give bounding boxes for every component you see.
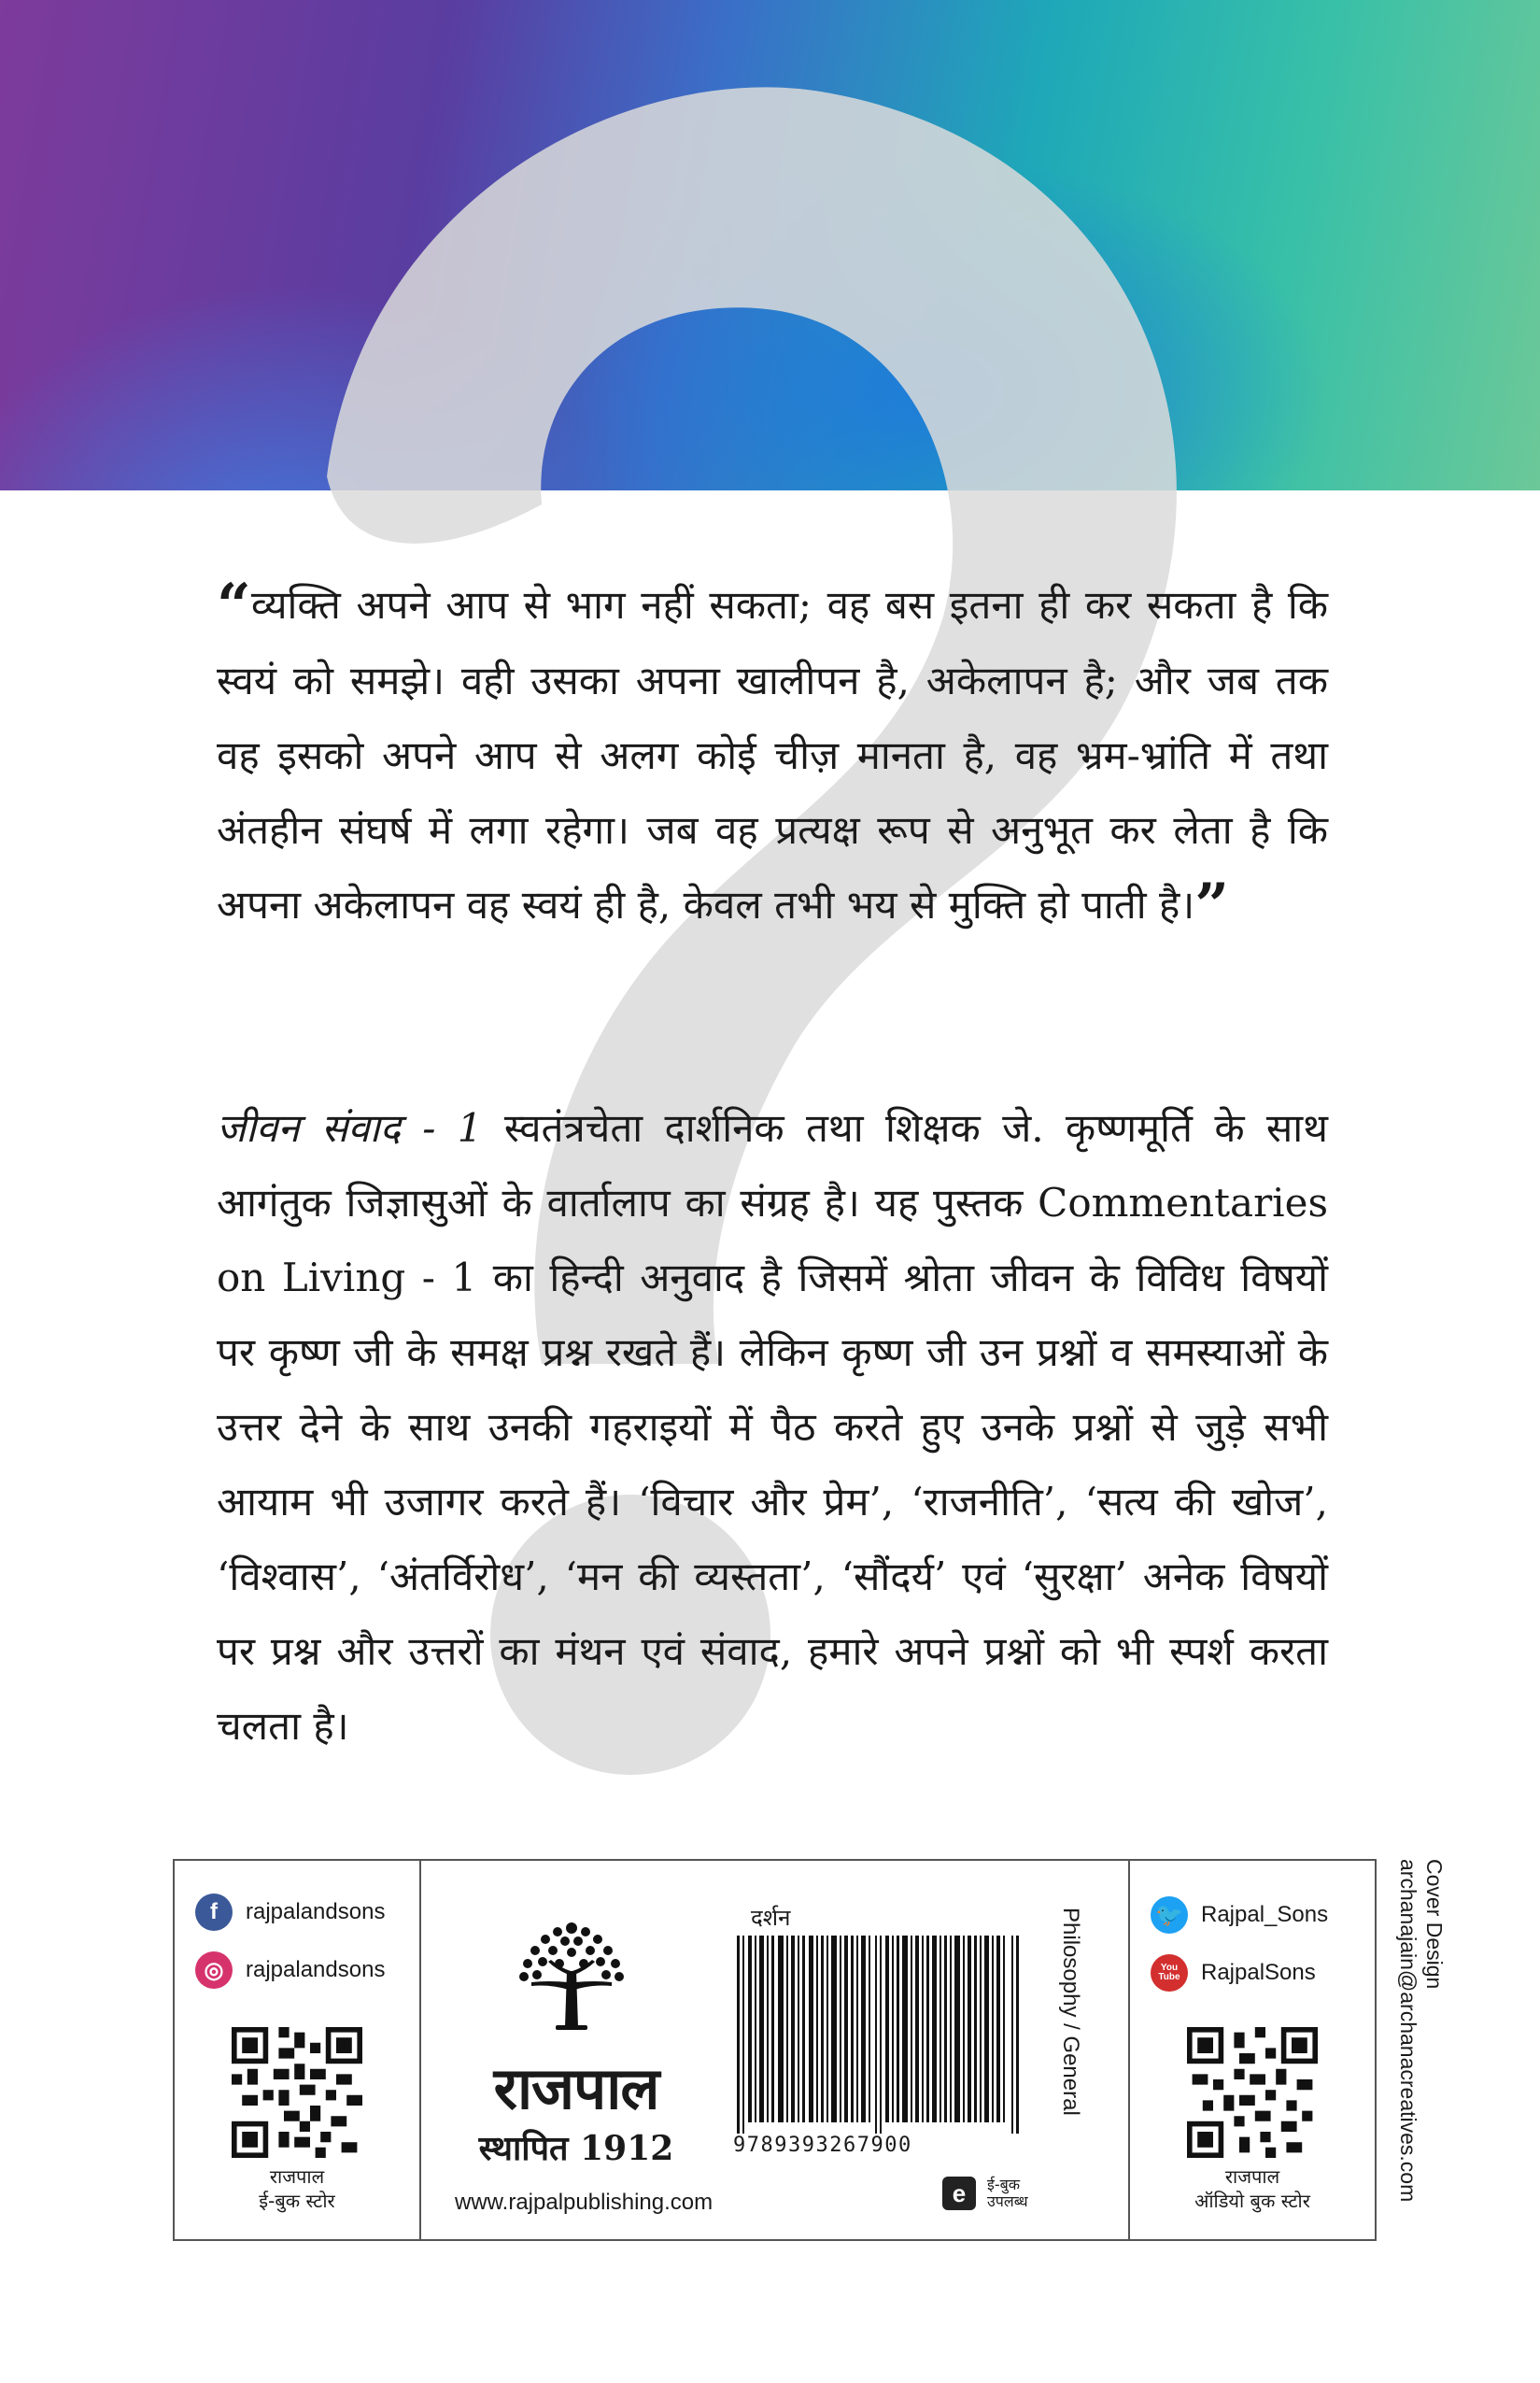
ebook-store-label-line1: राजपाल <box>269 2165 325 2188</box>
ebook-text-line2: उपलब्ध <box>987 2192 1028 2210</box>
credit-line2: archanajain@archanacreatives.com <box>1396 1859 1420 2203</box>
book-title-italic: जीवन संवाद - 1 <box>217 1105 483 1151</box>
isbn-number: 9789393267900 <box>733 2134 912 2157</box>
ebook-store-label-line2: ई-बुक स्टोर <box>259 2190 335 2212</box>
description-text: स्वतंत्रचेता दार्शनिक तथा शिक्षक जे. कृष्णमूर्ति के साथ आगंतुक जिज्ञासुओं के वार्तालाप का संग्रह है। यह पुस्तक Commentaries on Living - 1 का हिन्दी अनुवाद है जिसमें श्रोता जीवन के विविध विषयों पर कृष्ण जी के समक्ष प्रश्न रखते हैं। लेकिन कृष्ण जी उन प्रश्नों व समस्याओं के उत्तर देने के साथ उनकी गहराइयों में पैठ करते हुए उनके प्रश्नों से जुड़े सभी आयाम भी उजागर करते हैं। ‘विचार और प्रेम’, ‘राजनीति’, ‘सत्य की खोज’, ‘विश्वास’, ‘अंतर्विरोध’, ‘मन की व्यस्तता’, ‘सौंदर्य’ एवं ‘सुरक्षा’ अनेक विषयों पर प्रश्न और उत्तरों का मंथन एवं संवाद, हमारे अपने प्रश्नों को भी स्पर्श करता चलता है। <box>217 1105 1329 1749</box>
twitter-link[interactable] <box>1151 1896 1328 1934</box>
publisher-name: राजपाल <box>493 2054 659 2122</box>
cover-design-credit <box>1396 1859 1457 2251</box>
credit-line1: Cover Design <box>1422 1859 1447 1990</box>
ebook-store-qr-code[interactable] <box>232 2027 362 2158</box>
genre-text: Philosophy / General <box>1058 1908 1083 2116</box>
ebook-store-label <box>175 2164 419 2213</box>
audiobook-store-label-line2: ऑडियो बुक स्टोर <box>1194 2190 1310 2212</box>
youtube-icon: You Tube <box>1151 1954 1188 1992</box>
ebook-text-line1: ई-बुक <box>987 2176 1021 2193</box>
genre-label <box>1057 1908 1089 2169</box>
ebook-icon: e <box>942 2177 976 2210</box>
category-label: दर्शन <box>751 1905 791 1931</box>
facebook-icon: f <box>195 1894 233 1931</box>
pull-quote <box>217 568 1328 943</box>
instagram-icon: ◎ <box>195 1951 233 1989</box>
instagram-handle: rajpalandsons <box>246 1957 386 1982</box>
credit-text <box>1395 1859 1448 2202</box>
audiobook-store-label-line1: राजपाल <box>1224 2165 1280 2188</box>
isbn-barcode <box>735 1936 1024 2134</box>
social-right-column <box>1128 1861 1375 2239</box>
ebook-available-badge <box>942 2177 1028 2210</box>
instagram-link[interactable] <box>195 1951 385 1989</box>
publisher-logo <box>436 1861 716 2239</box>
facebook-link[interactable] <box>195 1894 385 1931</box>
close-quote-mark: ” <box>1194 871 1230 941</box>
facebook-handle: rajpalandsons <box>246 1899 386 1924</box>
twitter-handle: Rajpal_Sons <box>1201 1902 1329 1927</box>
open-quote-mark: “ <box>217 571 251 641</box>
audiobook-store-qr-code[interactable] <box>1187 2027 1318 2158</box>
tree-logo-icon <box>511 1915 632 2036</box>
social-left-column <box>175 1861 421 2239</box>
publisher-footer <box>173 1859 1377 2241</box>
twitter-icon: 🐦 <box>1151 1896 1188 1934</box>
publisher-website-link[interactable]: www.rajpalpublishing.com <box>455 2190 713 2215</box>
youtube-handle: RajpalSons <box>1201 1960 1316 1985</box>
ebook-available-text <box>987 2177 1028 2210</box>
established-year: स्थापित 1912 <box>478 2129 674 2168</box>
book-description <box>217 1091 1328 1764</box>
youtube-link[interactable] <box>1151 1954 1316 1992</box>
quote-text: व्यक्ति अपने आप से भाग नहीं सकता; वह बस इतना ही कर सकता है कि स्वयं को समझे। वही उसका अपना खालीपन है, अकेलापन है; और जब तक वह इसको अपने आप से अलग कोई चीज़ मानता है, वह भ्रम-भ्रांति में तथा अंतहीन संघर्ष में लगा रहेगा। जब वह प्रत्यक्ष रूप से अनुभूत कर लेता है कि अपना अकेलापन वह स्वयं ही है, केवल तभी भय से मुक्ति हो पाती है। <box>217 582 1328 928</box>
audiobook-store-label <box>1130 2164 1375 2213</box>
